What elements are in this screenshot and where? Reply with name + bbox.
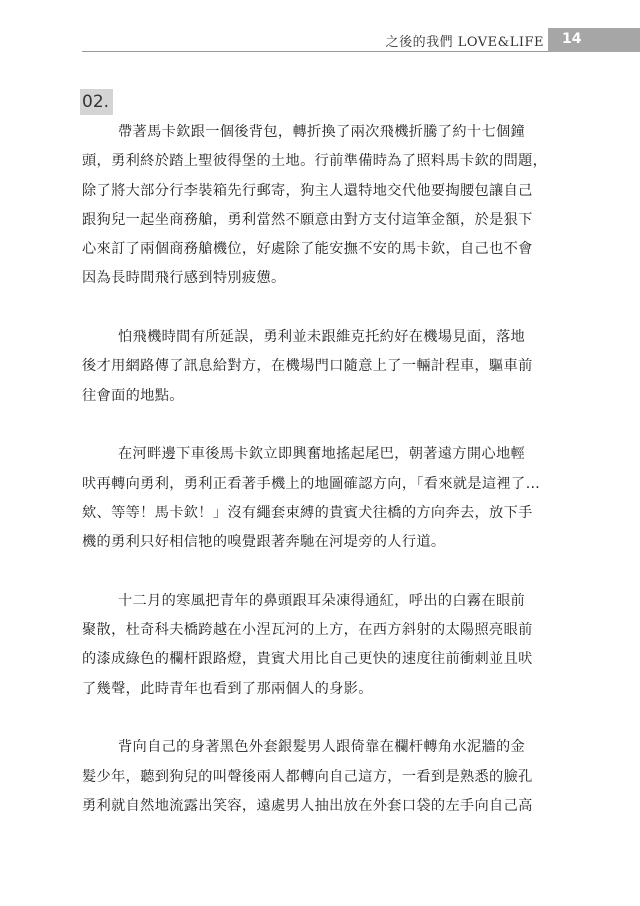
text-line: 聚散，杜奇科夫橋跨越在小涅瓦河的上方，在西方斜射的太陽照亮眼前 [82,622,533,639]
header-rule [82,51,548,52]
text-line: 帶著馬卡欽跟一個後背包，轉折換了兩次飛機折騰了約十七個鐘 [118,124,526,140]
text-line: 的漆成綠色的欄杆跟路燈，貴賓犬用比自己更快的速度往前衝刺並且吠 [82,651,533,668]
text-line: 髮少年，聽到狗兒的叫聲後兩人都轉向自己這方，一看到是熟悉的臉孔 [82,768,533,785]
text-line: 了幾聲，此時青年也看到了那兩個人的身影。 [82,680,373,697]
paragraph-4 [82,587,560,704]
paragraph-5 [82,733,560,821]
text-line: 背向自己的身著黑色外套銀髮男人跟倚靠在欄杆轉角水泥牆的金 [118,739,526,756]
text-line: 後才用網路傳了訊息給對方，在機場門口隨意上了一輛計程車，驅車前 [82,358,533,375]
page-number-box [548,28,640,52]
text-line: 往會面的地點。 [82,387,184,404]
body-text [82,118,560,821]
paragraph-gap [82,704,560,733]
text-line: 心來訂了兩個商務艙機位，好處除了能安撫不安的馬卡欽，自己也不會 [82,241,533,258]
text-line: 因為長時間飛行感到特別疲憊。 [82,270,286,287]
paragraph-3 [82,440,560,557]
text-line: 十二月的寒風把青年的鼻頭跟耳朵凍得通紅，呼出的白霧在眼前 [118,592,526,609]
page-number: 14 [562,31,582,47]
text-line: 在河畔邊下車後馬卡欽立即興奮地搖起尾巴，朝著遠方開心地輕 [118,446,526,463]
chapter-number: 02. [80,89,113,115]
text-line: 除了將大部分行李裝箱先行郵寄，狗主人還特地交代他要掏腰包讓自己 [82,182,533,199]
text-line: 怕飛機時間有所延誤，勇利並未跟維克托約好在機場見面，落地 [118,329,526,346]
text-line: 機的勇利只好相信牠的嗅覺跟著奔馳在河堤旁的人行道。 [82,534,446,551]
paragraph-gap [82,411,560,440]
page-header [0,28,640,52]
paragraph-2 [82,323,560,411]
text-line: 勇利就自然地流露出笑容，遠處男人抽出放在外套口袋的左手向自己高 [82,797,533,814]
text-line: 頭，勇利終於踏上聖彼得堡的土地。行前準備時為了照料馬卡欽的問題， [82,153,548,170]
text-line: 跟狗兒一起坐商務艙，勇利當然不願意由對方支付這筆金額，於是狠下 [82,211,533,228]
paragraph-gap [82,294,560,323]
paragraph-1 [82,118,560,294]
text-line: 吠再轉向勇利，勇利正看著手機上的地圖確認方向，「看來就是這裡了… [82,475,541,492]
text-line: 欸、等等！馬卡欽！」沒有繩套束縛的貴賓犬往橋的方向奔去，放下手 [82,504,533,521]
paragraph-gap [82,557,560,586]
book-title: 之後的我們 LOVE&LIFE [385,35,544,50]
